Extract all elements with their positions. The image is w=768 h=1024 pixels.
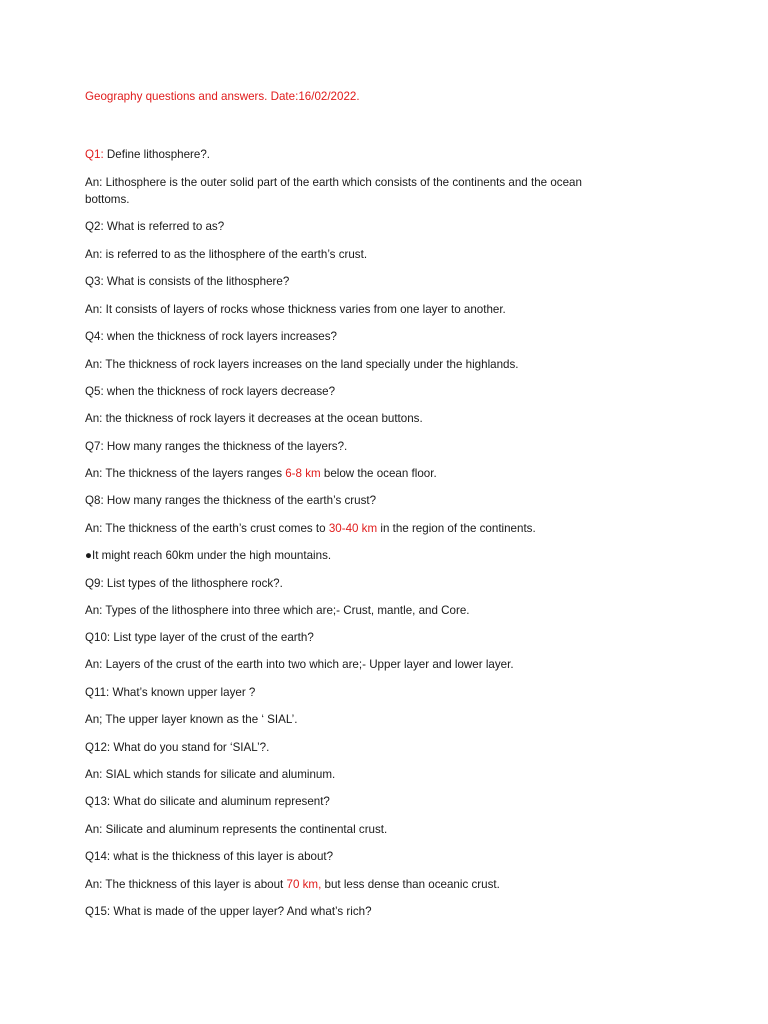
question-13: Q13: What do silicate and aluminum represent?	[85, 795, 330, 808]
question-10: Q10: List type layer of the crust of the earth?	[85, 631, 314, 644]
question-11: Q11: What’s known upper layer ?	[85, 686, 256, 699]
answer-14-highlight: 70 km,	[286, 878, 322, 891]
question-2: Q2: What is referred to as?	[85, 220, 225, 233]
answer-7-text-end: below the ocean floor.	[320, 467, 437, 480]
answer-11: An; The upper layer known as the ‘ SIAL’.	[85, 713, 298, 726]
answer-13: An: Silicate and aluminum represents the continental crust.	[85, 823, 388, 836]
question-9: Q9: List types of the lithosphere rock?.	[85, 577, 283, 590]
answer-10: An: Layers of the crust of the earth into two which are;- Upper layer and lower layer.	[85, 658, 514, 671]
answer-1: An: Lithosphere is the outer solid part of the earth which consists of the continents and the ocean bottoms.	[85, 176, 582, 206]
question-12: Q12: What do you stand for ‘SIAL’?.	[85, 741, 270, 754]
question-1-label: Q1:	[85, 148, 104, 161]
question-14: Q14: what is the thickness of this layer is about?	[85, 850, 334, 863]
answer-9: An: Types of the lithosphere into three which are;- Crust, mantle, and Core.	[85, 604, 470, 617]
answer-8-text-end: in the region of the continents.	[377, 522, 536, 535]
question-1-text: Define lithosphere?.	[103, 148, 211, 161]
answer-7	[85, 465, 625, 482]
question-7: Q7: How many ranges the thickness of the layers?.	[85, 440, 348, 453]
question-1	[85, 146, 625, 163]
answer-3: An: It consists of layers of rocks whose thickness varies from one layer to another.	[85, 303, 506, 316]
document-heading: Geography questions and answers. Date:16/02/2022.	[85, 90, 360, 103]
answer-4: An: The thickness of rock layers increases on the land specially under the highlands.	[85, 358, 519, 371]
answer-14-text-end: but less dense than oceanic crust.	[321, 878, 500, 891]
answer-14	[85, 876, 625, 893]
answer-8-highlight: 30-40 km	[328, 522, 378, 535]
question-8: Q8: How many ranges the thickness of the earth’s crust?	[85, 494, 377, 507]
answer-14-text: An: The thickness of this layer is about	[85, 878, 287, 891]
question-3: Q3: What is consists of the lithosphere?	[85, 275, 290, 288]
answer-7-text: An: The thickness of the layers ranges	[85, 467, 286, 480]
question-4: Q4: when the thickness of rock layers increases?	[85, 330, 337, 343]
bullet-note: ●It might reach 60km under the high mountains.	[85, 549, 332, 562]
answer-12: An: SIAL which stands for silicate and aluminum.	[85, 768, 336, 781]
answer-7-highlight: 6-8 km	[285, 467, 321, 480]
question-15: Q15: What is made of the upper layer? And what’s rich?	[85, 905, 372, 918]
answer-5: An: the thickness of rock layers it decreases at the ocean buttons.	[85, 412, 423, 425]
answer-8	[85, 520, 625, 537]
question-5: Q5: when the thickness of rock layers decrease?	[85, 385, 336, 398]
answer-8-text: An: The thickness of the earth’s crust comes to	[85, 522, 329, 535]
answer-2: An: is referred to as the lithosphere of the earth’s crust.	[85, 248, 368, 261]
